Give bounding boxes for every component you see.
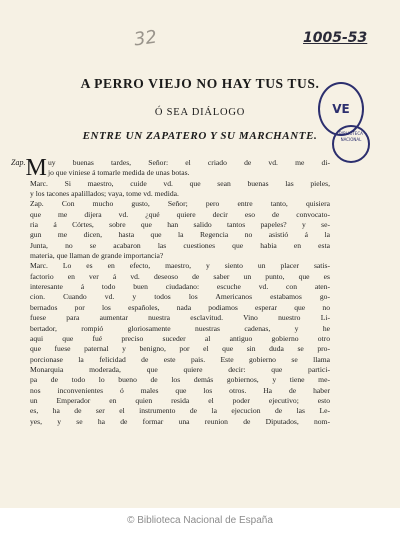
text-line: interesante á todo buen ciudadano: escuche vd. con aten-	[30, 282, 330, 292]
dropcap-letter: M	[25, 155, 47, 181]
text-line: bertador, rompió gloriosamente nuestras cadenas, y he	[30, 323, 330, 333]
text-line: Junta, no se acabaron las cuestiones que habia en esta	[30, 240, 330, 250]
text-line: Zap. Con mucho gusto, Señor; pero entre tanto, quisiera	[30, 199, 330, 209]
text-line: aqui que fué preciso suceder al antiguo gobierno otro	[30, 333, 330, 343]
footer-credit: © Biblioteca Nacional de España	[0, 508, 400, 534]
document-title: A PERRO VIEJO NO HAY TUS TUS.	[80, 76, 320, 91]
text-line: yes, y se ha de formar una reunion de Diputados, nom-	[30, 416, 330, 426]
dialogue-body	[30, 158, 330, 427]
text-line: ria á Córtes, sobre que han salido tantos papeles? y se-	[30, 220, 330, 230]
text-line: bernados por los españoles, nada podiamos esperar que no	[30, 302, 330, 312]
text-line: Monarquia moderada, que quiere decir: que partici-	[30, 364, 330, 374]
manuscript-note-left: 32	[132, 26, 159, 51]
text-line: nos inconvenientes ó males que los otros. Ha de haber	[30, 385, 330, 395]
text-line: pa de todo lo bueno de los demás gobiernos, y tiene me-	[30, 375, 330, 385]
text-line: factorio en ver á vd. deseoso de saber un punto, que es	[30, 271, 330, 281]
text-line: y los tacones apalillados; vaya, tome vd. medida.	[30, 189, 179, 199]
document-subtitle: ENTRE UN ZAPATERO Y SU MARCHANTE.	[82, 130, 318, 142]
text-line: Marc. Si maestro, cuide vd. que sean buenas las pieles,	[30, 178, 330, 188]
manuscript-shelfmark: 1005-53	[303, 30, 368, 46]
text-line: porcionase la felicidad de este pais. Este gobierno se llama	[30, 354, 330, 364]
text-line: que me dijera vd. ¿qué quiere decir eso de convocato-	[30, 209, 330, 219]
text-line: uy buenas tardes, Señor: el criado de vd. me di-	[48, 158, 330, 167]
text-line: fuese para aumentar nuestra esclavitud. Vino nuestro Li-	[30, 313, 330, 323]
text-line: jo que viniese á tomarle medida de unas botas.	[48, 168, 190, 178]
text-line: que fuese paternal y benigno, por el que sin duda se pro-	[30, 344, 330, 354]
text-line: un Emperador en quien resida el poder ejecutivo; esto	[30, 395, 330, 405]
text-line: es, ha de ser el instrumento de la ejecucion de las Le-	[30, 406, 330, 416]
library-stamp-oval: VE	[318, 82, 364, 136]
text-line: Marc. Lo es en efecto, maestro, y siento un placer satis-	[30, 261, 330, 271]
library-stamp-round: BIBLIOTECA NACIONAL	[332, 125, 370, 163]
text-line: materia, que llaman de grande importancia?	[30, 251, 164, 261]
dropcap-speaker: Zap.	[11, 158, 26, 167]
document-subheading: Ó SEA DIÁLOGO	[154, 107, 246, 118]
text-line: gun me dicen, hasta que la Regencia no asistió á la	[30, 230, 330, 240]
text-line: cion. Cuando vd. y todos los Americanos estabamos go-	[30, 292, 330, 302]
